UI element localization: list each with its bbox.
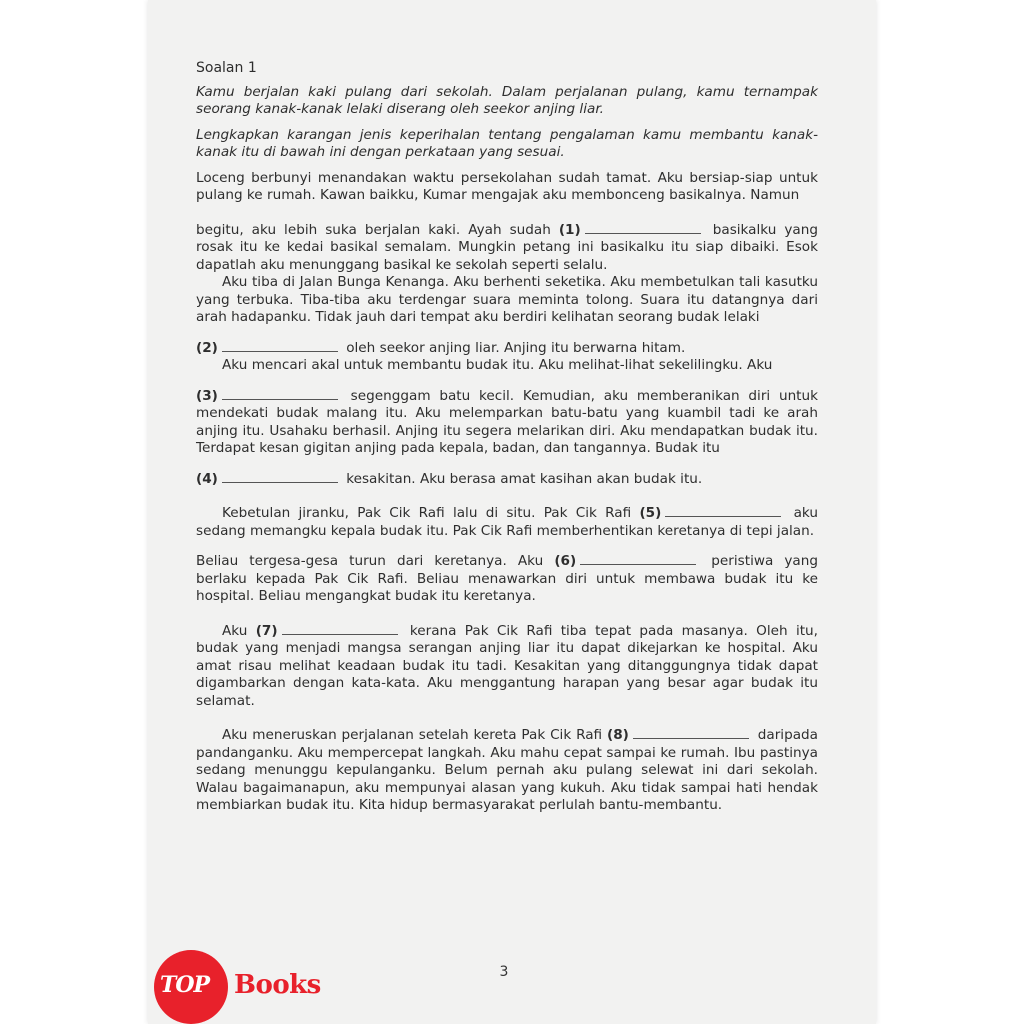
essay-paragraph-1: Loceng berbunyi menandakan waktu persekolahan sudah tamat. Aku bersiap-siap untuk pulang ke rumah. Kawan baikku, Kumar mengajak aku membonceng basikalnya. Namun (196, 169, 818, 203)
blank-2[interactable] (222, 337, 338, 352)
essay-paragraph-5: Aku mencari akal untuk membantu budak itu. Aku melihat-lihat sekelilingku. Aku (222, 357, 773, 373)
blank-1[interactable] (585, 219, 701, 234)
blank-5[interactable] (665, 502, 781, 517)
blank-4[interactable] (222, 468, 338, 483)
essay-text: Aku (222, 622, 248, 639)
essay-text: daripada pandanganku. Aku mempercepat langkah. Aku mahu cepat sampai ke rumah. Ibu pastinya sedang menunggu kepulanganku. Belum pernah aku pulang selewat ini dari sekolah. Walau bagaimanapun, aku mempunyai alasan yang kukuh. Aku tidak sampai hati hendak membiarkan budak itu. Kita hidup bermasyarakat perlulah bantu-membantu. (196, 727, 818, 813)
essay-text: peristiwa yang berlaku kepada Pak Cik Rafi. Beliau menawarkan diri untuk membawa budak itu ke hospital. Beliau mengangkat budak itu keretanya. (196, 553, 818, 604)
blank-number-7: (7) (255, 622, 278, 639)
essay-text: Beliau tergesa-gesa turun dari keretanya. Aku (196, 553, 544, 569)
essay-text: kerana Pak Cik Rafi tiba tepat pada masanya. Oleh itu, budak yang menjadi mangsa serangan anjing liar itu dapat dikejarkan ke hospital. Aku amat risau melihat keadaan budak itu tadi. Kesakitan yang ditanggungnya tidak dapat digambarkan dengan kata-kata. Aku menggantung harapan yang besar agar budak itu selamat. (196, 622, 818, 709)
essay-paragraph-8 (196, 502, 818, 540)
blank-number-8: (8) (606, 727, 629, 743)
scenario-text: Kamu berjalan kaki pulang dari sekolah. Dalam perjalanan pulang, kamu ternampak seorang kanak-kanak lelaki diserang oleh seekor anjing liar. (196, 83, 818, 117)
blank-8[interactable] (633, 724, 749, 739)
essay-text: basikalku yang rosak itu ke kedai basikal semalam. Mungkin petang ini basikalku itu siap dibaiki. Esok dapatlah aku menunggang basikal ke sekolah seperti selalu. (196, 221, 818, 273)
essay-text: aku sedang memangku kepala budak itu. Pak Cik Rafi memberhentikan keretanya di tepi jalan. (196, 505, 818, 539)
page-number: 3 (499, 964, 509, 980)
essay-text: oleh seekor anjing liar. Anjing itu berwarna hitam. (346, 339, 686, 356)
page-content (196, 60, 818, 815)
topbooks-logo (154, 950, 334, 1020)
essay-paragraph-6 (196, 385, 818, 458)
essay-paragraph-3: Aku tiba di Jalan Bunga Kenanga. Aku berhenti seketika. Aku membetulkan tali kasutku yang terbuka. Tiba-tiba aku terdengar suara meminta tolong. Suara itu datangnya dari arah hadapanku. Tidak jauh dari tempat aku berdiri kelihatan seorang budak lelaki (196, 274, 818, 325)
logo-top-text: TOP (160, 972, 210, 998)
blank-6[interactable] (580, 550, 696, 565)
blank-3[interactable] (222, 385, 338, 400)
essay-text: begitu, aku lebih suka berjalan kaki. Ayah sudah (196, 221, 551, 238)
essay-paragraph-4 (196, 337, 818, 358)
essay-text: Aku meneruskan perjalanan setelah kereta Pak Cik Rafi (222, 727, 603, 743)
blank-number-6: (6) (554, 553, 577, 569)
essay-paragraph-9 (196, 550, 818, 606)
essay-text: segenggam batu kecil. Kemudian, aku memberanikan diri untuk mendekati budak malang itu. Aku melemparkan batu-batu yang kuambil tadi ke arah anjing itu. Usahaku berhasil. Anjing itu segera melarikan diri. Aku mendapatkan budak itu. Terdapat kesan gigitan anjing pada kepala, badan, dan tangannya. Budak itu (196, 387, 819, 456)
essay-paragraph-10 (196, 620, 818, 711)
logo-books-text: Books (234, 970, 321, 1000)
essay-paragraph-7 (196, 468, 818, 489)
essay-paragraph-2 (196, 219, 818, 275)
essay-text: kesakitan. Aku berasa amat kasihan akan budak itu. (346, 470, 703, 487)
blank-number-1: (1) (558, 221, 581, 238)
blank-number-4: (4) (196, 470, 218, 487)
essay-text: Kebetulan jiranku, Pak Cik Rafi lalu di situ. Pak Cik Rafi (222, 505, 632, 521)
essay-paragraph-11 (196, 724, 818, 815)
blank-7[interactable] (282, 620, 398, 635)
blank-number-3: (3) (196, 387, 218, 404)
question-title: Soalan 1 (196, 60, 257, 76)
instruction-text: Lengkapkan karangan jenis keperihalan tentang pengalaman kamu membantu kanak-kanak itu di bawah ini dengan perkataan yang sesuai. (196, 126, 818, 160)
blank-number-5: (5) (639, 505, 662, 521)
blank-number-2: (2) (196, 339, 218, 356)
